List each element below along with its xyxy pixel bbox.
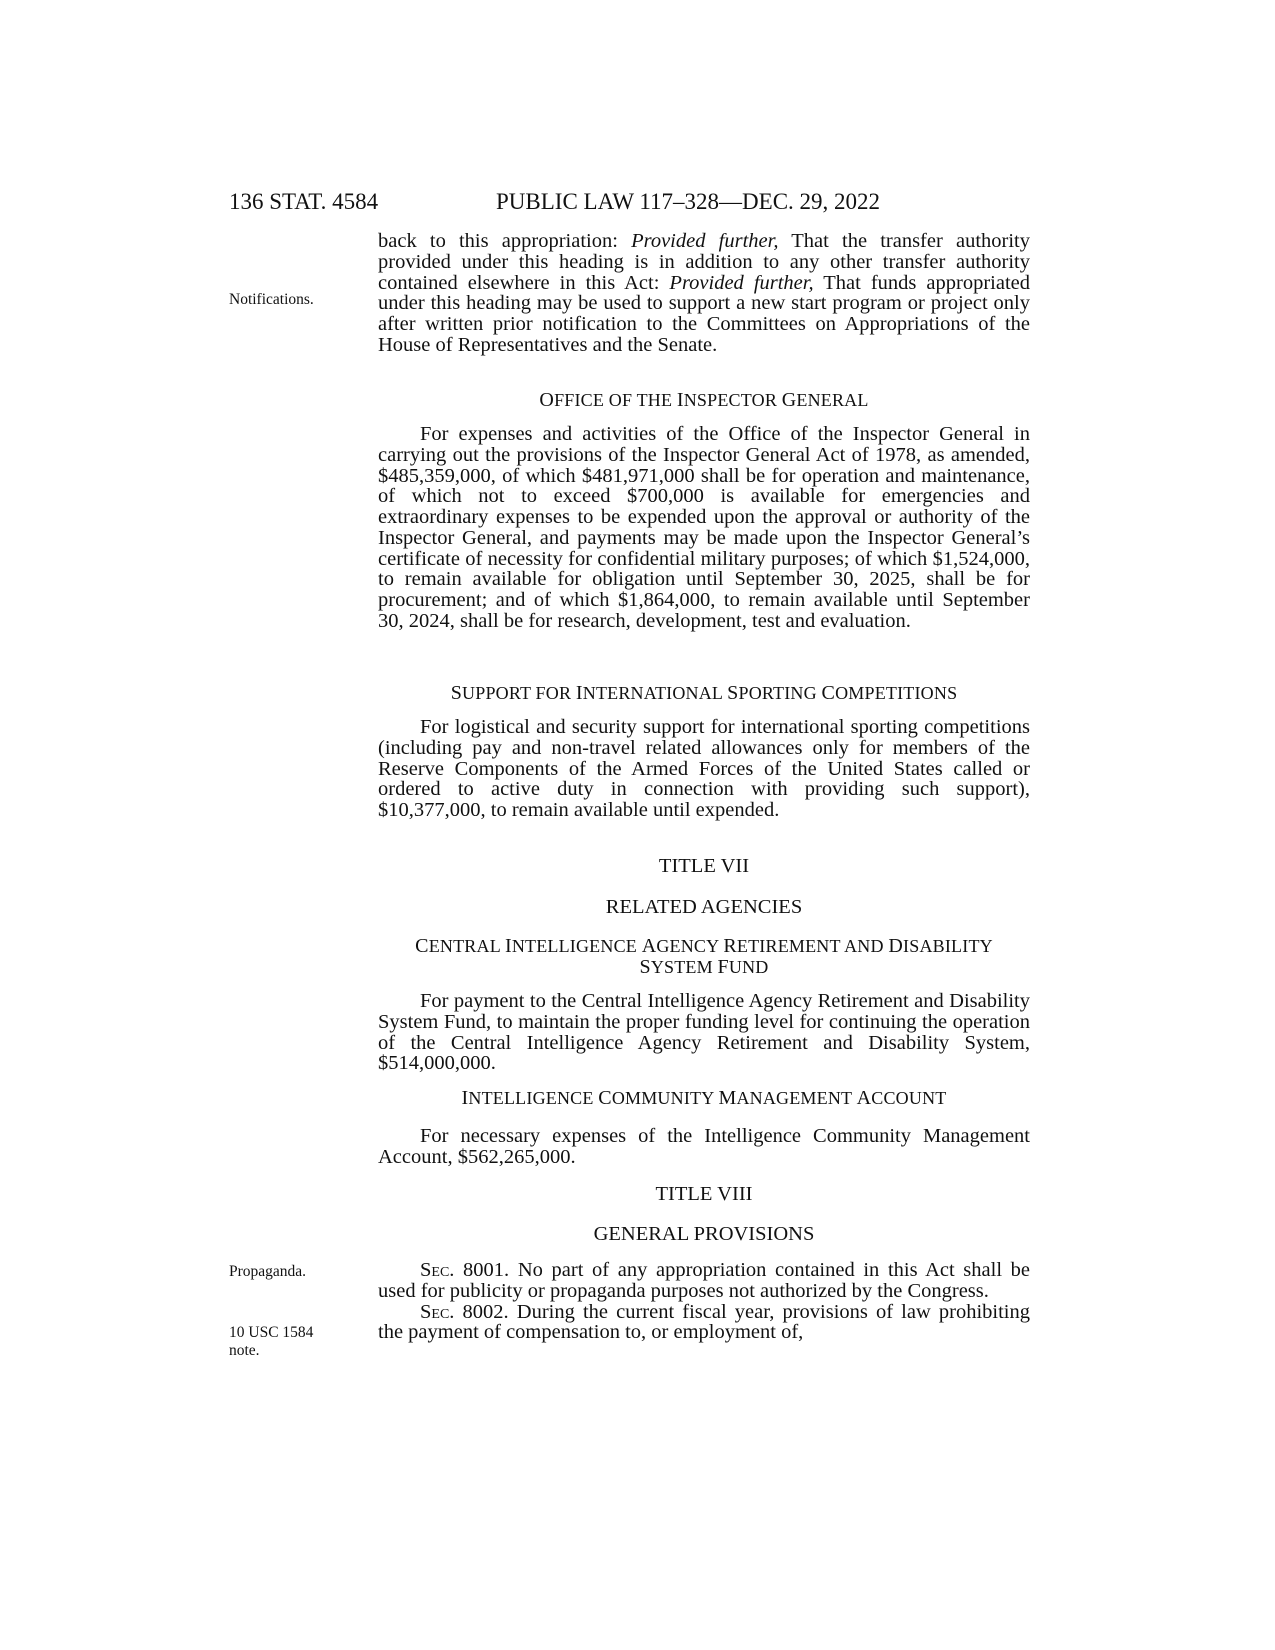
icma-heading [378, 1088, 1030, 1109]
continuation-paragraph [378, 231, 1030, 356]
sec-8002-text: During the current fiscal year, provisions of law prohibiting the payment of compensation to, or employment of, [378, 1300, 1030, 1344]
cia-section [378, 936, 1030, 978]
text-run: back to this appropriation: [378, 230, 632, 252]
heading-cap: G [781, 389, 797, 411]
heading-text: ENERAL [796, 390, 869, 410]
text-run: That funds appropriated under this heading may be used to support a new start program or project only after written prior notification to the Committees on Appropriations of the House of Representatives and the Senate. [378, 271, 1030, 356]
heading-cap: O [539, 389, 555, 411]
title7-title: TITLE VII [658, 855, 750, 877]
sec-8002-paragraph [378, 1302, 1030, 1344]
oig-heading [378, 390, 1030, 411]
heading-text: UND [728, 957, 769, 977]
heading-cap: A [856, 1087, 872, 1109]
title8-subtitle: GENERAL PROVISIONS [593, 1223, 815, 1245]
margin-note-usc-line2: note. [229, 1342, 260, 1359]
cia-heading-line2 [378, 957, 1030, 978]
icma-paragraph: For necessary expenses of the Intelligence Community Management Account, $562,265,000. [378, 1125, 1030, 1168]
margin-note-propaganda: Propaganda. [229, 1263, 307, 1280]
italic-proviso: Provided further, [631, 230, 779, 252]
sec-8001-label: Sec. 8001. [420, 1259, 510, 1281]
heading-cap: D [888, 935, 904, 957]
heading-cap: I [504, 935, 512, 957]
heading-cap: S [639, 956, 651, 978]
continuation-block [378, 231, 1030, 356]
heading-cap: I [676, 389, 684, 411]
heading-cap: M [718, 1087, 737, 1109]
heading-cap: R [723, 935, 737, 957]
sec-8001-paragraph [378, 1260, 1030, 1302]
heading-cap: S [727, 682, 739, 704]
heading-text: ETIREMENT AND [736, 936, 889, 956]
heading-cap: A [641, 935, 657, 957]
heading-text: NTERNATIONAL [582, 683, 728, 703]
title7-subtitle: RELATED AGENCIES [605, 896, 803, 918]
heading-text: NSPECTOR [683, 390, 782, 410]
heading-cap: I [575, 682, 583, 704]
title8-title: TITLE VIII [655, 1183, 753, 1205]
icma-section [378, 1088, 1030, 1109]
margin-note-usc [229, 1324, 349, 1360]
heading-text: ENTRAL [428, 936, 505, 956]
sections-block [378, 1260, 1030, 1343]
heading-text: YSTEM [650, 957, 718, 977]
sec-8002-label: Sec. 8002. [420, 1300, 509, 1323]
stat-citation: 136 STAT. 4584 [229, 189, 379, 214]
sports-heading [378, 683, 1030, 704]
heading-cap: I [461, 1087, 469, 1109]
italic-proviso: Provided further, [669, 271, 814, 294]
heading-cap: S [450, 682, 463, 704]
cia-heading-line1 [378, 936, 1030, 957]
sports-section [378, 683, 1030, 704]
heading-text: UPPORT FOR [462, 683, 576, 703]
text-run: That the transfer authority provided under this heading is in addition to any other transfer authority contained elsewhere in this Act: [378, 230, 1030, 294]
margin-note-notifications: Notifications. [229, 291, 314, 308]
title7-block [378, 854, 1030, 878]
heading-cap: C [598, 1087, 612, 1109]
heading-text: GENCY [656, 936, 724, 956]
heading-text: FFICE OF THE [554, 390, 677, 410]
margin-note-usc-line1: 10 USC 1584 [229, 1324, 314, 1341]
oig-section [378, 390, 1030, 411]
sports-paragraph: For logistical and security support for international sporting competitions (including pay and non-travel related allowances only for members of the Reserve Components of the Armed Forces of the United States called or ordered to active duty in connection with providing such support), $10,377,000, to remain available until expended. [378, 716, 1030, 821]
heading-text: ANAGEMENT [736, 1088, 857, 1108]
oig-body [378, 424, 1030, 632]
heading-cap: F [717, 956, 729, 978]
sports-body [378, 717, 1030, 821]
heading-text: OMPETITIONS [835, 683, 958, 703]
heading-text: ISABILITY [903, 936, 993, 956]
title8-sub-block [378, 1222, 1030, 1246]
title7-sub-block [378, 895, 1030, 919]
heading-cap: C [821, 682, 836, 704]
public-law-citation: PUBLIC LAW 117–328—DEC. 29, 2022 [496, 189, 881, 214]
heading-text: OMMUNITY [611, 1088, 719, 1108]
sec-8001-text: No part of any appropriation contained in this Act shall be used for publicity or propaganda purposes not authorized by the Congress. [378, 1259, 1031, 1302]
heading-text: CCOUNT [871, 1088, 947, 1108]
cia-paragraph: For payment to the Central Intelligence Agency Retirement and Disability System Fund, to maintain the proper funding level for continuing the operation of the Central Intelligence Agency Retirement and Disability System, $514,000,000. [378, 990, 1030, 1075]
cia-body [378, 991, 1030, 1074]
heading-cap: C [415, 935, 429, 957]
icma-body [378, 1126, 1030, 1168]
heading-text: PORTING [738, 683, 822, 703]
oig-paragraph: For expenses and activities of the Office of the Inspector General in carrying out the provisions of the Inspector General Act of 1978, as amended, $485,359,000, of which $481,971,000 shall be for operation and maintenance, of which not to exceed $700,000 is available for emergencies and extraordinary expenses to be expended upon the approval or authority of the Inspector General, and payments may be made upon the Inspector General’s certificate of necessity for confidential military purposes; of which $1,524,000, to remain available for obligation until September 30, 2025, shall be for procurement; and of which $1,864,000, to remain available until September 30, 2024, shall be for research, development, test and evaluation. [378, 423, 1030, 632]
title8-block [378, 1182, 1030, 1206]
heading-text: NTELLIGENCE [511, 936, 642, 956]
running-head [229, 186, 1029, 218]
heading-text: NTELLIGENCE [468, 1088, 599, 1108]
